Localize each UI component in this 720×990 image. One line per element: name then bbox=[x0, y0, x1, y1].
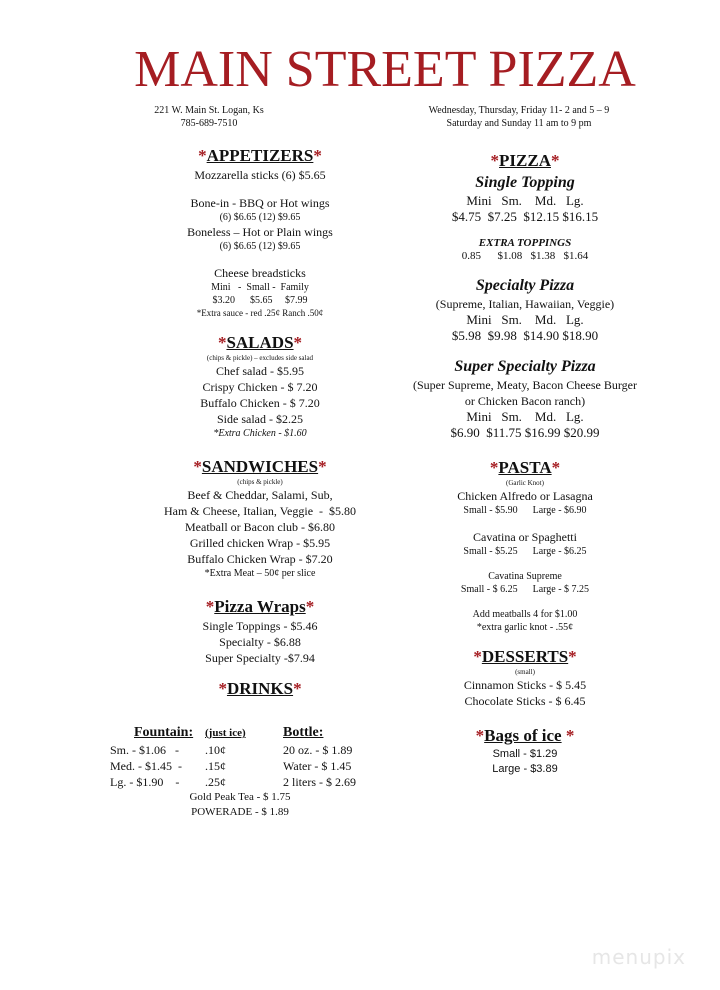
menu-item: Meatball or Bacon club - $6.80 bbox=[185, 520, 335, 534]
menu-item: Cavatina Supreme bbox=[488, 571, 562, 582]
menu-note: or Chicken Bacon ranch) bbox=[464, 394, 586, 408]
drinks-heading: *DRINKS* bbox=[218, 679, 302, 698]
menu-item: Chef salad - $5.95 bbox=[216, 364, 304, 378]
menu-price: $4.75 $7.25 $12.15 $16.15 bbox=[451, 209, 599, 224]
salads-heading: *SALADS* bbox=[217, 333, 303, 352]
sandwiches-heading: *SANDWICHES* bbox=[193, 457, 327, 476]
menu-note: (Supreme, Italian, Hawaiian, Veggie) bbox=[435, 297, 615, 311]
menu-item: POWERADE - $ 1.89 bbox=[191, 806, 289, 818]
watermark: menupix bbox=[591, 945, 686, 969]
menu-item: Cheese breadsticks bbox=[214, 266, 306, 280]
menu-price: $3.20 $5.65 $7.99 bbox=[212, 295, 308, 306]
ice-heading: *Bags of ice * bbox=[475, 726, 575, 745]
right-column bbox=[375, 150, 675, 777]
menu-price: (6) $6.65 (12) $9.65 bbox=[219, 212, 301, 223]
address: 221 W. Main St. Logan, Ks bbox=[154, 105, 264, 116]
size-labels: Mini Sm. Md. Lg. bbox=[466, 193, 584, 208]
drinks-header bbox=[110, 724, 410, 742]
menu-note: (small) bbox=[515, 668, 535, 676]
menu-price: $6.90 $11.75 $16.99 $20.99 bbox=[450, 425, 600, 440]
menu-price: 0.85 $1.08 $1.38 $1.64 bbox=[461, 250, 589, 262]
menu-item: Ham & Cheese, Italian, Veggie - $5.80 bbox=[163, 504, 357, 518]
menu-item: Mozzarella sticks (6) $5.65 bbox=[194, 168, 326, 182]
appetizers-heading: *APPETIZERS* bbox=[198, 146, 322, 165]
menu-item: Crispy Chicken - $ 7.20 bbox=[202, 380, 318, 394]
size-labels: Mini - Small - Family bbox=[211, 282, 309, 293]
menu-item: Single Toppings - $5.46 bbox=[202, 619, 318, 633]
menu-note: (Garlic Knot) bbox=[506, 479, 544, 487]
pizza-heading: *PIZZA* bbox=[490, 151, 560, 170]
phone: 785-689-7510 bbox=[180, 118, 238, 129]
menu-price: (6) $6.65 (12) $9.65 bbox=[219, 241, 301, 252]
menu-item: Add meatballs 4 for $1.00 bbox=[472, 609, 578, 620]
ice-header: (just ice) bbox=[205, 727, 246, 739]
hours-block bbox=[385, 104, 653, 130]
menu-item: Chicken Alfredo or Lasagna bbox=[457, 489, 593, 503]
menu-item: Beef & Cheddar, Salami, Sub, bbox=[187, 488, 333, 502]
specialty-heading: Specialty Pizza bbox=[475, 277, 575, 294]
size-labels: Mini Sm. Md. Lg. bbox=[466, 409, 584, 424]
wraps-heading: *Pizza Wraps* bbox=[205, 597, 315, 616]
menu-price: Small - $ 6.25 Large - $ 7.25 bbox=[460, 584, 590, 595]
menu-note: *Extra Meat – 50¢ per slice bbox=[204, 568, 316, 579]
extra-toppings-heading: EXTRA TOPPINGS bbox=[478, 237, 572, 249]
drinks-table bbox=[110, 724, 410, 820]
menu-price: Small - $5.90 Large - $6.90 bbox=[463, 505, 587, 516]
drinks-row: Sm. - $1.06 - .10¢ 20 oz. - $ 1.89 bbox=[110, 743, 353, 757]
menu-note: *Extra Chicken - $1.60 bbox=[213, 428, 307, 439]
menu-item: Bone-in - BBQ or Hot wings bbox=[190, 196, 330, 210]
hours-weekday: Wednesday, Thursday, Friday 11- 2 and 5 – 9 bbox=[428, 105, 610, 116]
menu-price: $5.98 $9.98 $14.90 $18.90 bbox=[451, 328, 599, 343]
menu-note: (Super Supreme, Meaty, Bacon Cheese Burger bbox=[413, 378, 637, 392]
size-labels: Mini Sm. Md. Lg. bbox=[466, 312, 584, 327]
menu-item: Buffalo Chicken - $ 7.20 bbox=[200, 396, 320, 410]
menu-price: Small - $5.25 Large - $6.25 bbox=[463, 546, 587, 557]
menu-item: Buffalo Chicken Wrap - $7.20 bbox=[187, 552, 333, 566]
menu-item: Small - $1.29 bbox=[492, 748, 558, 760]
menu-item: Boneless – Hot or Plain wings bbox=[187, 225, 333, 239]
drinks-row: Med. - $1.45 - .15¢ Water - $ 1.45 bbox=[110, 759, 352, 773]
restaurant-title: MAIN STREET PIZZA bbox=[134, 41, 636, 98]
super-specialty-heading: Super Specialty Pizza bbox=[454, 358, 596, 375]
menu-item: Cinnamon Sticks - $ 5.45 bbox=[463, 678, 587, 692]
menu-note: (chips & pickle) bbox=[237, 478, 283, 486]
left-column bbox=[110, 145, 410, 700]
address-block bbox=[141, 104, 277, 130]
single-topping-heading: Single Topping bbox=[475, 174, 575, 191]
menu-item: Cavatina or Spaghetti bbox=[473, 530, 577, 544]
hours-weekend: Saturday and Sunday 11 am to 9 pm bbox=[446, 118, 592, 129]
desserts-heading: *DESSERTS* bbox=[473, 647, 577, 666]
menu-note: *extra garlic knot - .55¢ bbox=[476, 622, 574, 633]
menu-item: Grilled chicken Wrap - $5.95 bbox=[189, 536, 331, 550]
menu-note: (chips & pickle) – excludes side salad bbox=[206, 354, 314, 362]
menu-note: *Extra sauce - red .25¢ Ranch .50¢ bbox=[196, 308, 324, 318]
menu-item: Super Specialty -$7.94 bbox=[205, 651, 315, 665]
menu-item: Gold Peak Tea - $ 1.75 bbox=[189, 791, 291, 803]
menu-item: Side salad - $2.25 bbox=[217, 412, 303, 426]
fountain-header: Fountain: bbox=[134, 725, 194, 740]
pasta-heading: *PASTA* bbox=[489, 458, 561, 477]
menu-item: Large - $3.89 bbox=[492, 763, 558, 775]
bottle-header: Bottle: bbox=[283, 725, 324, 740]
menu-item: Chocolate Sticks - $ 6.45 bbox=[464, 694, 586, 708]
drinks-row: Lg. - $1.90 - .25¢ 2 liters - $ 2.69 bbox=[110, 775, 356, 789]
menu-item: Specialty - $6.88 bbox=[219, 635, 301, 649]
